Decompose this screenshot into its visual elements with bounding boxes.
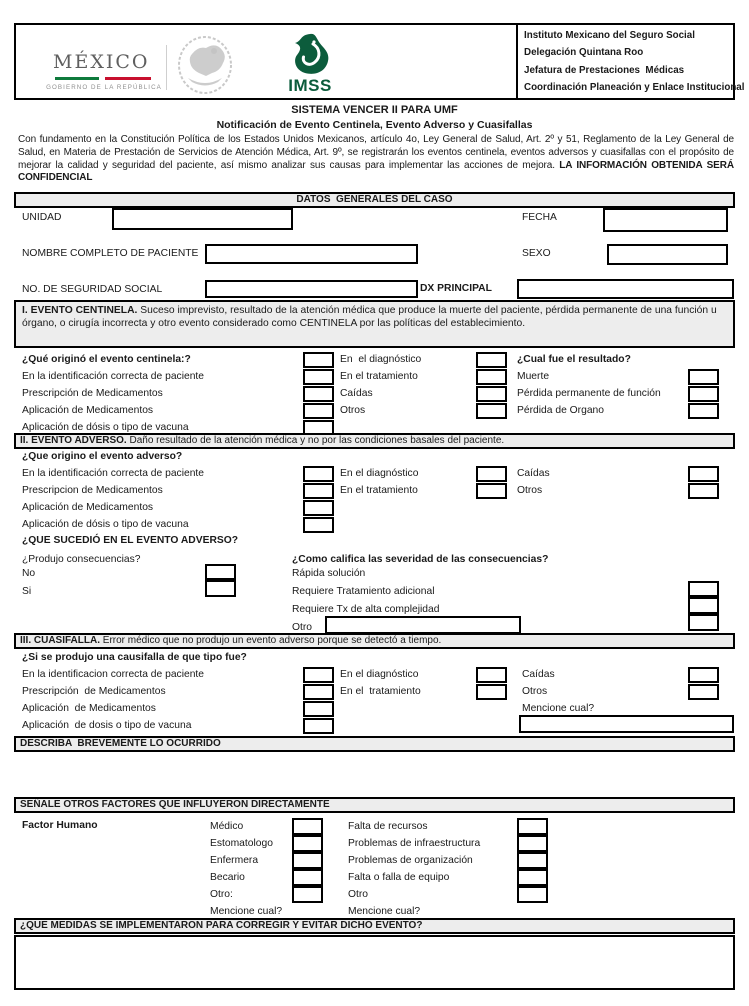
section3-definition: Error médico que no produjo un evento adverso porque se detectó a tiempo. — [100, 635, 442, 646]
s3-mencione-label: Mencione cual? — [522, 703, 595, 714]
coat-of-arms-eagle-icon — [174, 34, 236, 96]
section-bar-evento-adverso — [14, 433, 735, 449]
checkbox-s1-col3-3[interactable] — [688, 403, 719, 419]
s3-mid-item: En el diagnóstico — [340, 669, 419, 680]
checkbox-s3-col3-1[interactable] — [688, 667, 719, 683]
checkbox-factor-a2[interactable] — [292, 835, 323, 852]
checkbox-factor-a5[interactable] — [292, 886, 323, 903]
s2-mid-item: En el tratamiento — [340, 485, 418, 496]
imss-eagle-icon — [290, 33, 330, 75]
section-bar-factores: SEÑALE OTROS FACTORES QUE INFLUYERON DIRECTAMENTE — [14, 797, 735, 813]
sucedio-otro-input[interactable] — [325, 616, 521, 634]
section1-definition: Suceso imprevisto, resultado de la atención médica que produce la muerte del paciente, pérdida permanente de una función u órgano, o cirugía incorrecta y otro evento considerado como CENTINELA por las políticas del establecimiento. — [22, 305, 717, 329]
s1-mid-item: Otros — [340, 405, 366, 416]
checkbox-s1-col2-3[interactable] — [476, 386, 507, 402]
checkbox-s3-col3-2[interactable] — [688, 684, 719, 700]
unidad-label: UNIDAD — [22, 212, 62, 223]
checkbox-factor-b3[interactable] — [517, 852, 548, 869]
s3-right-item: Otros — [522, 686, 548, 697]
institution-line: Delegación Quintana Roo — [524, 47, 644, 59]
checkbox-sucedio-no[interactable] — [205, 564, 236, 580]
fecha-label: FECHA — [522, 212, 557, 223]
s2-left-item: Aplicación de dósis o tipo de vacuna — [22, 519, 189, 530]
checkbox-s1-col1-1[interactable] — [303, 352, 334, 368]
checkbox-s1-col1-2[interactable] — [303, 369, 334, 385]
s1-question-origen: ¿Qué originó el evento centinela:? — [22, 354, 191, 365]
institution-line: Instituto Mexicano del Seguro Social — [524, 30, 695, 41]
s3-left-item: Prescripción de Medicamentos — [22, 686, 166, 697]
severidad-item: Requiere Tx de alta complejidad — [292, 604, 440, 615]
nss-label: NO. DE SEGURIDAD SOCIAL — [22, 284, 163, 295]
s1-mid-item: En el diagnóstico — [340, 354, 422, 365]
s3-right-item: Caídas — [522, 669, 555, 680]
section3-heading: III. CUASIFALLA. — [20, 635, 100, 646]
checkbox-s1-col1-3[interactable] — [303, 386, 334, 402]
checkbox-s2-col1-4[interactable] — [303, 517, 334, 533]
legal-intro — [18, 134, 734, 185]
s2-left-item: En la identificación correcta de paciente — [22, 468, 205, 479]
severidad-item: Rápida solución — [292, 568, 366, 579]
sexo-label: SEXO — [522, 248, 551, 259]
s3-left-item: En la identificacion correcta de paciente — [22, 669, 205, 680]
checkbox-severidad-2[interactable] — [688, 597, 719, 614]
checkbox-factor-b1[interactable] — [517, 818, 548, 835]
nombre-paciente-label: NOMBRE COMPLETO DE PACIENTE — [22, 248, 199, 259]
s2-right-item: Otros — [517, 485, 543, 496]
checkbox-factor-b4[interactable] — [517, 869, 548, 886]
s2-question-origen: ¿Que origino el evento adverso? — [22, 451, 183, 462]
dx-principal-label: DX PRINCIPAL — [420, 283, 492, 294]
s2-left-item: Prescripcion de Medicamentos — [22, 485, 163, 496]
factor-mencione-label: Mencione cual? — [210, 906, 283, 917]
mexico-logo-icon — [53, 51, 149, 73]
checkbox-factor-a1[interactable] — [292, 818, 323, 835]
factor-mencione-label: Mencione cual? — [348, 906, 421, 917]
checkbox-s3-col1-4[interactable] — [303, 718, 334, 734]
dx-principal-input[interactable] — [517, 279, 734, 299]
checkbox-s2-col2-2[interactable] — [476, 483, 507, 499]
s3-left-item: Aplicación de dosis o tipo de vacuna — [22, 720, 192, 731]
checkbox-s2-col1-1[interactable] — [303, 466, 334, 482]
s1-left-item: En la identificación correcta de paciente — [22, 371, 205, 382]
nss-input[interactable] — [205, 280, 418, 298]
checkbox-factor-a3[interactable] — [292, 852, 323, 869]
sucedio-consecuencias-question: ¿Produjo consecuencias? — [22, 554, 141, 565]
checkbox-s2-col1-3[interactable] — [303, 500, 334, 516]
section1-heading: I. EVENTO CENTINELA. — [22, 305, 138, 316]
mexico-wordmark: MÉXICO — [53, 51, 150, 73]
checkbox-sucedio-si[interactable] — [205, 580, 236, 597]
checkbox-s1-col2-1[interactable] — [476, 352, 507, 368]
factor-item: Falta o falla de equipo — [348, 872, 450, 883]
checkbox-s2-col1-2[interactable] — [303, 483, 334, 499]
checkbox-s2-col3-1[interactable] — [688, 466, 719, 482]
checkbox-s1-col1-4[interactable] — [303, 403, 334, 419]
s3-left-item: Aplicación de Medicamentos — [22, 703, 156, 714]
factor-item: Problemas de infraestructura — [348, 838, 481, 849]
s1-mid-item: Caídas — [340, 388, 373, 399]
s3-question-tipo: ¿Si se produjo una causifalla de que tipo fue? — [22, 652, 247, 663]
checkbox-severidad-1[interactable] — [688, 581, 719, 597]
checkbox-s3-col1-2[interactable] — [303, 684, 334, 700]
mexico-underline-red — [105, 77, 151, 80]
page-subtitle: Notificación de Evento Centinela, Evento Adverso y Cuasifallas — [216, 119, 533, 131]
checkbox-s1-col3-1[interactable] — [688, 369, 719, 385]
s1-right-item: Muerte — [517, 371, 550, 382]
s2-left-item: Aplicación de Medicamentos — [22, 502, 154, 513]
checkbox-s3-col1-1[interactable] — [303, 667, 334, 683]
fecha-input[interactable] — [603, 208, 728, 232]
sucedio-severidad-question: ¿Como califica las severidad de las consecuencias? — [292, 554, 549, 565]
factor-humano-label: Factor Humano — [22, 820, 98, 831]
sucedio-no-label: No — [22, 568, 36, 579]
s3-mid-item: En el tratamiento — [340, 686, 421, 697]
s1-question-resultado: ¿Cual fue el resultado? — [517, 354, 631, 365]
section-bar-datos-generales: DATOS GENERALES DEL CASO — [14, 192, 735, 208]
s1-right-item: Pérdida permanente de función — [517, 388, 661, 399]
factor-item: Falta de recursos — [348, 821, 428, 832]
factor-item: Médico — [210, 821, 244, 832]
factor-item: Becario — [210, 872, 245, 883]
checkbox-s3-col1-3[interactable] — [303, 701, 334, 717]
factor-item: Otro: — [210, 889, 233, 900]
header-institution-block — [516, 25, 745, 98]
s1-left-item: Prescripción de Medicamentos — [22, 388, 163, 399]
checkbox-s1-col2-2[interactable] — [476, 369, 507, 385]
section-bar-medidas: ¿QUE MEDIDAS SE IMPLEMENTARON PARA CORREGIR Y EVITAR DICHO EVENTO? — [14, 918, 735, 934]
checkbox-factor-a4[interactable] — [292, 869, 323, 886]
s2-right-item: Caídas — [517, 468, 550, 479]
confidential-note: LA INFORMACIÓN OBTENIDA SERÁ CONFIDENCIAL — [18, 159, 734, 184]
factor-item: Otro — [348, 889, 369, 900]
sexo-input[interactable] — [607, 244, 728, 265]
checkbox-severidad-3[interactable] — [688, 614, 719, 631]
section1-description-box — [14, 300, 735, 348]
severidad-item: Otro — [292, 622, 313, 633]
checkbox-s2-col3-2[interactable] — [688, 483, 719, 499]
s1-left-item: Aplicación de dósis o tipo de vacuna — [22, 422, 189, 433]
checkbox-s2-col2-1[interactable] — [476, 466, 507, 482]
checkbox-s1-col2-4[interactable] — [476, 403, 507, 419]
checkbox-factor-b5[interactable] — [517, 886, 548, 903]
s1-left-item: Aplicación de Medicamentos — [22, 405, 154, 416]
imss-wordmark: IMSS — [288, 76, 332, 95]
page-title: SISTEMA VENCER II PARA UMF — [291, 104, 458, 116]
section-bar-describa: DESCRIBA BREVEMENTE LO OCURRIDO — [14, 736, 735, 752]
s1-right-item: Pérdida de Organo — [517, 405, 605, 416]
s3-mencione-input[interactable] — [519, 715, 734, 733]
checkbox-s3-col2-1[interactable] — [476, 667, 507, 683]
institution-line: Coordinación Planeación y Enlace Institucional — [524, 81, 745, 93]
section2-definition: Daño resultado de la atención médica y no por las condiciones basales del paciente. — [126, 435, 505, 446]
section2-heading: II. EVENTO ADVERSO. — [20, 435, 127, 446]
legal-intro-text: Con fundamento en la Constitución Política de los Estados Unidos Mexicanos, artículo 4o, Ley General de Salud, Art. 2º y 51, Reglamento de la Ley General de Salud, en Materia de Prestación de Servicios de Atención Médica, Art. 9º, se registrarán los eventos centinela, eventos adversos y cuasifallas con el propósito de mejorar la calidad y seguridad del paciente, así mismo analizar sus causas para implementar las acciones de mejora. — [18, 134, 734, 171]
nombre-paciente-input[interactable] — [205, 244, 418, 264]
checkbox-factor-b2[interactable] — [517, 835, 548, 852]
s1-mid-item: En el tratamiento — [340, 371, 418, 382]
s2-mid-item: En el diagnóstico — [340, 468, 419, 479]
sucedio-title: ¿QUE SUCEDIÓ EN EL EVENTO ADVERSO? — [22, 535, 239, 546]
checkbox-s1-col3-2[interactable] — [688, 386, 719, 402]
medidas-textarea[interactable] — [14, 935, 735, 990]
institution-line: Jefatura de Prestaciones Médicas — [524, 64, 685, 76]
factor-item: Estomatologo — [210, 838, 273, 849]
checkbox-s3-col2-2[interactable] — [476, 684, 507, 700]
factor-item: Problemas de organización — [348, 855, 473, 866]
factor-item: Enfermera — [210, 855, 259, 866]
mexico-underline-green — [55, 77, 99, 80]
unidad-input[interactable] — [112, 208, 293, 230]
severidad-item: Requiere Tratamiento adicional — [292, 586, 435, 597]
sucedio-si-label: Si — [22, 586, 32, 597]
header-divider — [166, 45, 167, 90]
section-bar-cuasifalla — [14, 633, 735, 649]
gobierno-caption: GOBIERNO DE LA REPÚBLICA — [46, 84, 162, 91]
